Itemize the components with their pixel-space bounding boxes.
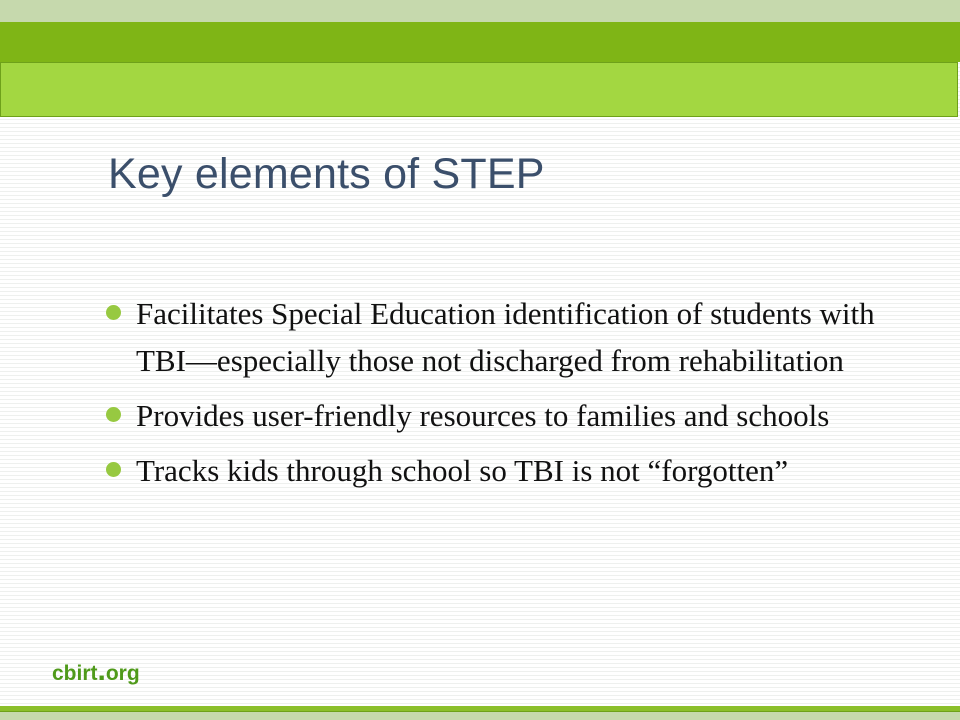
bullet-list bbox=[106, 290, 906, 502]
header-band-top bbox=[0, 0, 960, 22]
bullet-dot-icon bbox=[106, 305, 121, 320]
footer-band-light bbox=[0, 711, 960, 720]
bullet-dot-icon bbox=[106, 407, 121, 422]
bullet-item bbox=[106, 392, 906, 439]
bullet-text: Tracks kids through school so TBI is not “forgotten” bbox=[136, 453, 789, 488]
bullet-item bbox=[106, 290, 906, 384]
slide-title: Key elements of STEP bbox=[108, 150, 545, 198]
bullet-item bbox=[106, 447, 906, 494]
bullet-text: Facilitates Special Education identification of students with TBI—especially those not discharged from rehabilitation bbox=[136, 296, 875, 378]
bullet-text: Provides user-friendly resources to families and schools bbox=[136, 398, 830, 433]
header-band-light bbox=[0, 62, 958, 117]
footer-logo-dot: . bbox=[97, 654, 106, 687]
footer-logo-right: org bbox=[105, 662, 140, 685]
footer-logo-left: cbirt bbox=[52, 662, 98, 685]
footer-logo bbox=[52, 654, 140, 687]
header-band-dark bbox=[0, 22, 960, 62]
bullet-dot-icon bbox=[106, 462, 121, 477]
